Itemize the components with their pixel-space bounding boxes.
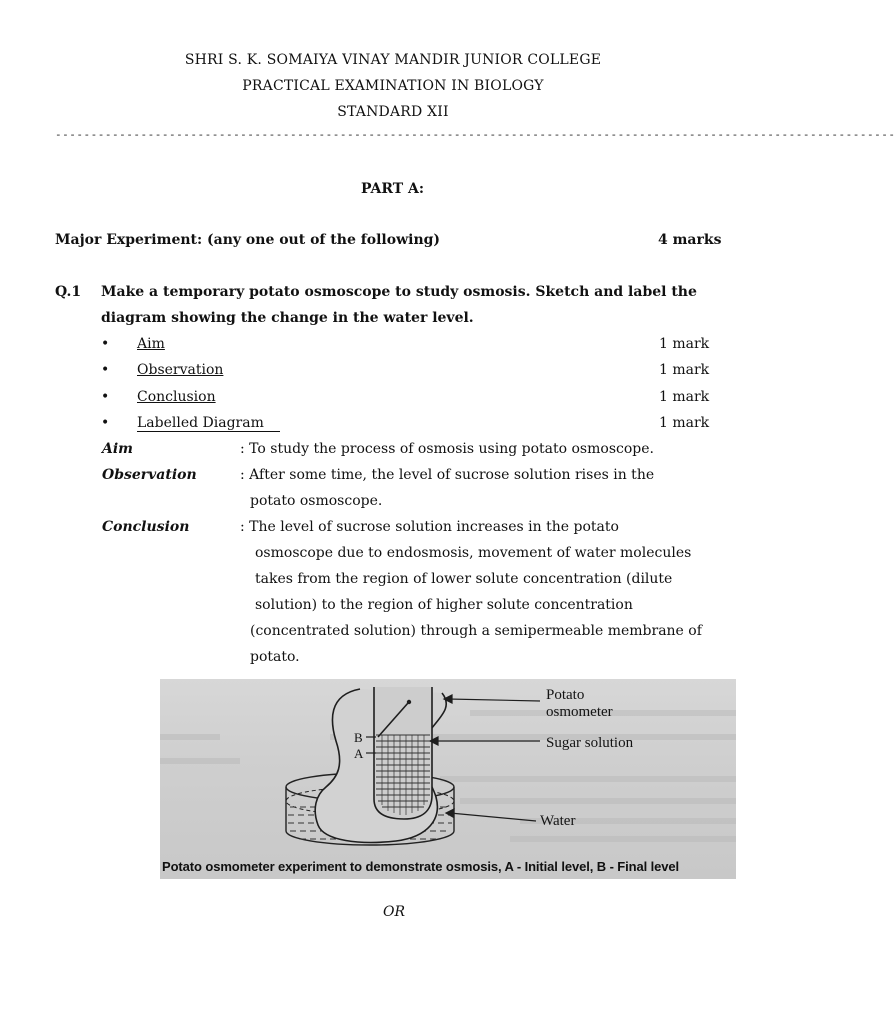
conclusion-text-line4: solution) to the region of higher solute concentration (255, 597, 633, 613)
question-text-line2: diagram showing the change in the water level. (101, 310, 474, 326)
aim-text: : To study the process of osmosis using potato osmoscope. (240, 441, 654, 457)
osmometer-diagram (160, 679, 736, 879)
criterion-diagram: Labelled Diagram (137, 415, 280, 432)
bullet: • (101, 336, 110, 352)
osmometer-diagram-photo (160, 679, 736, 879)
part-heading: PART A: (361, 181, 425, 197)
label-b: B (354, 730, 363, 745)
conclusion-label: Conclusion (102, 519, 190, 535)
bullet: • (101, 389, 110, 405)
conclusion-text-line5: (concentrated solution) through a semipermeable membrane of (250, 623, 702, 639)
question-text-line1: Make a temporary potato osmoscope to study osmosis. Sketch and label the (101, 284, 697, 300)
question-number: Q.1 (55, 284, 82, 300)
major-experiment-label: Major Experiment: (any one out of the following) (55, 232, 441, 248)
figure-caption: Potato osmometer experiment to demonstrate osmosis, A - Initial level, B - Final level (162, 859, 680, 874)
criterion-conclusion-marks: 1 mark (659, 389, 710, 405)
label-potato: Potato (546, 687, 585, 703)
label-sugar-solution: Sugar solution (546, 735, 634, 751)
label-water: Water (540, 813, 576, 829)
label-osmometer: osmometer (546, 704, 613, 720)
major-experiment-marks: 4 marks (658, 232, 722, 248)
conclusion-text-line2: osmoscope due to endosmosis, movement of water molecules (255, 545, 692, 561)
bullet: • (101, 415, 110, 431)
bullet: • (101, 362, 110, 378)
criterion-conclusion: Conclusion (137, 389, 216, 405)
conclusion-text-line6: potato. (250, 649, 300, 665)
observation-label: Observation (102, 467, 197, 483)
standard-label: STANDARD XII (337, 104, 449, 120)
label-a: A (354, 746, 364, 761)
criterion-observation-marks: 1 mark (659, 362, 710, 378)
aim-label: Aim (102, 441, 133, 457)
exam-title: PRACTICAL EXAMINATION IN BIOLOGY (242, 78, 544, 94)
or-separator: OR (383, 904, 406, 920)
criterion-observation: Observation (137, 362, 224, 378)
conclusion-text-line1: : The level of sucrose solution increases in the potato (240, 519, 619, 535)
observation-text-line2: potato osmoscope. (250, 493, 383, 509)
header-divider: ---------------------------------------------------------------------------------------------------------------------- (55, 128, 895, 141)
criterion-diagram-marks: 1 mark (659, 415, 710, 431)
criterion-aim-marks: 1 mark (659, 336, 710, 352)
conclusion-text-line3: takes from the region of lower solute concentration (dilute (255, 571, 673, 587)
criterion-aim: Aim (137, 336, 165, 352)
observation-text-line1: : After some time, the level of sucrose solution rises in the (240, 467, 655, 483)
college-name: SHRI S. K. SOMAIYA VINAY MANDIR JUNIOR COLLEGE (184, 52, 602, 68)
